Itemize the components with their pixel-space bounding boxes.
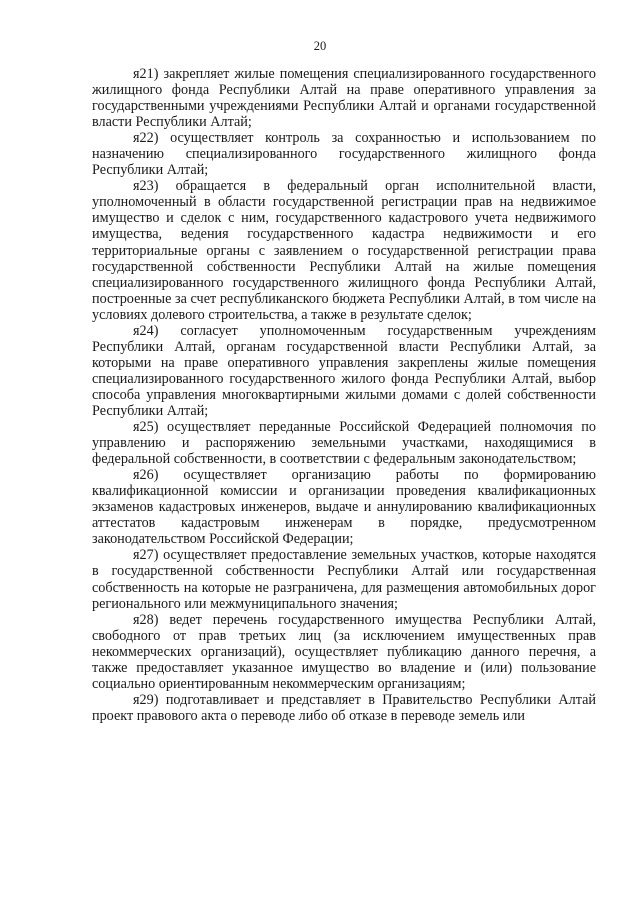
paragraph-ya23: я23) обращается в федеральный орган исполнительной власти, уполномоченный в области государственной регистрации прав на недвижимое имущество и сделок с ним, государственного кадастрового учета недвижимого имущества, ведения государственного кадастра недвижимости и его территориальные органы с заявлением о государственной регистрации права государственной собственности Республики Алтай на жилые помещения специализированного государственного жилищного фонда Республики Алтай, построенные за счет республиканского бюджета Республики Алтай, в том числе на условиях долевого строительства, а также в результате сделок;	[92, 178, 596, 323]
paragraph-ya26: я26) осуществляет организацию работы по формированию квалификационной комиссии и организации проведения квалификационных экзаменов кадастровых инженеров, выдаче и аннулированию квалификационных аттестатов кадастровым инженерам в порядке, предусмотренном законодательством Российской Федерации;	[92, 467, 596, 548]
paragraph-ya22: я22) осуществляет контроль за сохранностью и использованием по назначению специализированного государственного жилищного фонда Республики Алтай;	[92, 130, 596, 179]
document-body	[92, 66, 596, 724]
paragraph-ya29: я29) подготавливает и представляет в Правительство Республики Алтай проект правового акта о переводе либо об отказе в переводе земель или	[92, 691, 596, 724]
paragraph-ya27: я27) осуществляет предоставление земельных участков, которые находятся в государственной собственности Республики Алтай или государственная собственность на которые не разграничена, для размещения автомобильных дорог регионального или межмуниципального значения;	[92, 547, 596, 612]
paragraph-ya28: я28) ведет перечень государственного имущества Республики Алтай, свободного от прав третьих лиц (за исключением имущественных прав некоммерческих организаций), осуществляет публикацию данного перечня, а также предоставляет указанное имущество во владение и (или) пользование социально ориентированным некоммерческим организациям;	[92, 611, 596, 692]
paragraph-ya25: я25) осуществляет переданные Российской Федерацией полномочия по управлению и распоряжению земельными участками, находящимися в федеральной собственности, в соответствии с федеральным законодательством;	[92, 419, 596, 468]
page-number: 20	[313, 39, 327, 53]
paragraph-ya21: я21) закрепляет жилые помещения специализированного государственного жилищного фонда Республики Алтай на праве оперативного управления за государственными учреждениями Республики Алтай и органами государственной власти Республики Алтай;	[92, 66, 596, 131]
paragraph-ya24: я24) согласует уполномоченным государственным учреждениям Республики Алтай, органам государственной власти Республики Алтай, за которыми на праве оперативного управления закреплены жилые помещения специализированного государственного жилого фонда Республики Алтай, выбор способа управления многоквартирными жилыми домами с долей собственности Республики Алтай;	[92, 322, 596, 419]
